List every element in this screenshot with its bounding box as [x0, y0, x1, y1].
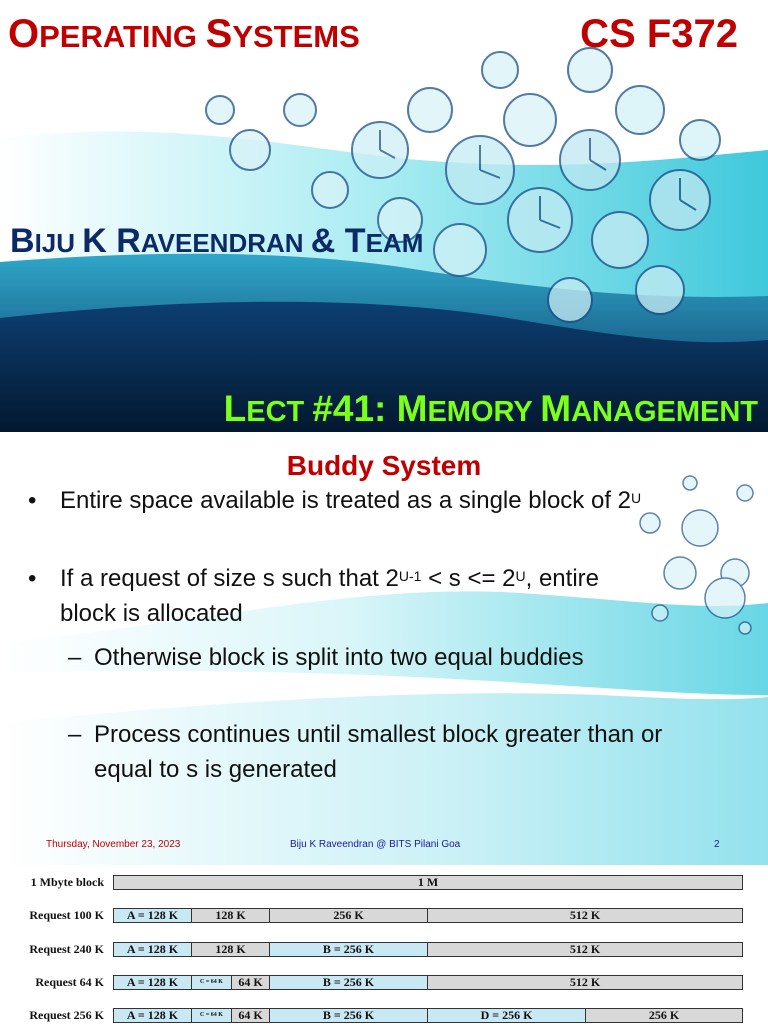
title-slide: [0, 0, 768, 432]
memory-block: 512 K: [427, 975, 743, 990]
row-label: 1 Mbyte block: [30, 875, 104, 889]
memory-block: 1 M: [113, 875, 743, 890]
memory-block: A = 128 K: [113, 975, 192, 990]
sub-bullet-item: – Process continues until smallest block greater than or equal to s is generated: [68, 721, 663, 783]
memory-block: 128 K: [191, 942, 270, 957]
memory-block: C = 64 K: [191, 1008, 232, 1023]
title-background: [0, 0, 768, 432]
memory-block: 256 K: [269, 908, 428, 923]
course-code: CS F372: [580, 12, 738, 56]
row-label: Request 256 K: [29, 1008, 104, 1022]
memory-block: A = 128 K: [113, 908, 192, 923]
memory-block: D = 256 K: [427, 1008, 586, 1023]
memory-block: C = 64 K: [191, 975, 232, 990]
content-slide: [0, 433, 768, 865]
row-label: Request 100 K: [29, 908, 104, 922]
slide-heading: Buddy System: [286, 450, 482, 481]
bullet-item: • Entire space available is treated as a single block of $2^U$: [28, 487, 642, 514]
row-label: Request 64 K: [35, 975, 104, 989]
footer-page-number: 2: [714, 839, 720, 850]
footer-date: Thursday, November 23, 2023: [46, 839, 181, 850]
memory-block: A = 128 K: [113, 942, 192, 957]
bullet-item: • If a request of size s such that $2^{U-1} < s <= 2^U$, entire block is allocated: [28, 565, 599, 627]
buddy-allocation-table: [0, 866, 768, 1024]
row-label: Request 240 K: [29, 942, 104, 956]
memory-block: 512 K: [427, 942, 743, 957]
memory-block: B = 256 K: [269, 1008, 428, 1023]
memory-block: 64 K: [231, 1008, 270, 1023]
memory-block: B = 256 K: [269, 942, 428, 957]
memory-block: 64 K: [231, 975, 270, 990]
presentation-title: OPERATING SYSTEMS: [8, 12, 360, 56]
memory-block: B = 256 K: [269, 975, 428, 990]
memory-block: 128 K: [191, 908, 270, 923]
memory-block: 512 K: [427, 908, 743, 923]
footer-author: Biju K Raveendran @ BITS Pilani Goa: [290, 839, 461, 850]
author-line: BIJU K RAVEENDRAN & TEAM: [10, 222, 424, 260]
sub-bullet-item: – Otherwise block is split into two equal buddies: [68, 644, 584, 671]
lecture-title: LECT #41: MEMORY MANAGEMENT: [223, 388, 758, 429]
memory-block: 256 K: [585, 1008, 743, 1023]
memory-block: A = 128 K: [113, 1008, 192, 1023]
